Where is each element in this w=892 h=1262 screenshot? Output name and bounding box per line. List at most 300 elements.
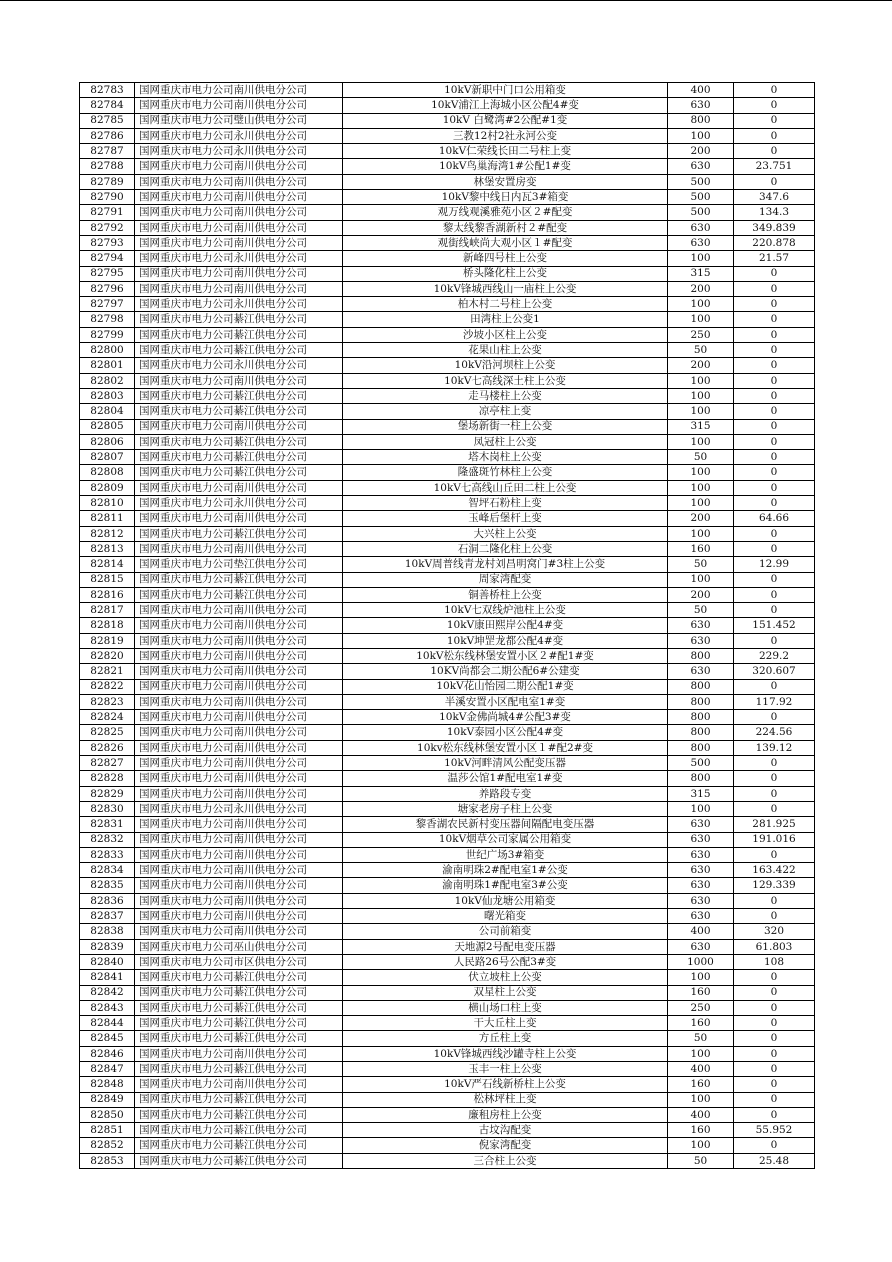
transformer-name-cell: 10kV新职中门口公用箱变 xyxy=(343,83,668,98)
transformer-name-cell: 10kV七高线深土柱上公变 xyxy=(343,373,668,388)
organization-cell: 国网重庆市电力公司綦江供电分公司 xyxy=(135,985,343,1000)
table-row xyxy=(80,878,815,893)
organization-cell: 国网重庆市电力公司南川供电分公司 xyxy=(135,771,343,786)
organization-cell: 国网重庆市电力公司南川供电分公司 xyxy=(135,679,343,694)
row-id-cell: 82810 xyxy=(80,496,135,511)
capacity-cell: 50 xyxy=(668,450,734,465)
load-cell: 0 xyxy=(734,710,815,725)
load-cell: 0 xyxy=(734,388,815,403)
row-id-cell: 82816 xyxy=(80,587,135,602)
row-id-cell: 82805 xyxy=(80,419,135,434)
transformer-name-cell: 10kV坤罡龙都公配4#变 xyxy=(343,633,668,648)
row-id-cell: 82827 xyxy=(80,756,135,771)
row-id-cell: 82826 xyxy=(80,740,135,755)
load-cell: 0 xyxy=(734,144,815,159)
row-id-cell: 82796 xyxy=(80,281,135,296)
capacity-cell: 400 xyxy=(668,83,734,98)
row-id-cell: 82820 xyxy=(80,648,135,663)
table-row xyxy=(80,756,815,771)
organization-cell: 国网重庆市电力公司南川供电分公司 xyxy=(135,419,343,434)
transformer-name-cell: 田湾柱上公变1 xyxy=(343,312,668,327)
transformer-name-cell: 智坪石粉柱上变 xyxy=(343,496,668,511)
capacity-cell: 100 xyxy=(668,970,734,985)
transformer-name-cell: 隆盛斑竹林柱上公变 xyxy=(343,465,668,480)
table-row xyxy=(80,541,815,556)
transformer-name-cell: 大兴柱上公变 xyxy=(343,526,668,541)
table-row xyxy=(80,740,815,755)
row-id-cell: 82850 xyxy=(80,1107,135,1122)
row-id-cell: 82822 xyxy=(80,679,135,694)
table-row xyxy=(80,98,815,113)
organization-cell: 国网重庆市电力公司南川供电分公司 xyxy=(135,710,343,725)
load-cell: 320 xyxy=(734,924,815,939)
row-id-cell: 82832 xyxy=(80,832,135,847)
table-row xyxy=(80,358,815,373)
capacity-cell: 100 xyxy=(668,404,734,419)
transformer-name-cell: 世纪广场3#箱变 xyxy=(343,847,668,862)
capacity-cell: 630 xyxy=(668,817,734,832)
transformer-name-cell: 渝南明珠2#配电室1#公变 xyxy=(343,863,668,878)
organization-cell: 国网重庆市电力公司南川供电分公司 xyxy=(135,1077,343,1092)
transformer-name-cell: 塘家老房子柱上公变 xyxy=(343,801,668,816)
row-id-cell: 82848 xyxy=(80,1077,135,1092)
table-row xyxy=(80,235,815,250)
table-row xyxy=(80,664,815,679)
capacity-cell: 800 xyxy=(668,771,734,786)
table-row xyxy=(80,450,815,465)
capacity-cell: 800 xyxy=(668,725,734,740)
capacity-cell: 50 xyxy=(668,1153,734,1168)
load-cell: 0 xyxy=(734,1000,815,1015)
capacity-cell: 1000 xyxy=(668,954,734,969)
transformer-name-cell: 花果山柱上公变 xyxy=(343,343,668,358)
organization-cell: 国网重庆市电力公司南川供电分公司 xyxy=(135,83,343,98)
table-row xyxy=(80,1046,815,1061)
row-id-cell: 82801 xyxy=(80,358,135,373)
row-id-cell: 82814 xyxy=(80,557,135,572)
load-cell: 0 xyxy=(734,1016,815,1031)
row-id-cell: 82793 xyxy=(80,235,135,250)
row-id-cell: 82803 xyxy=(80,388,135,403)
transformer-name-cell: 10kV仙龙塘公用箱变 xyxy=(343,893,668,908)
row-id-cell: 82847 xyxy=(80,1062,135,1077)
row-id-cell: 82828 xyxy=(80,771,135,786)
transformer-name-cell: 堡场新街一柱上公变 xyxy=(343,419,668,434)
table-row xyxy=(80,771,815,786)
transformer-name-cell: 10kV周普线青龙村刘昌明窝门#3柱上公变 xyxy=(343,557,668,572)
row-id-cell: 82823 xyxy=(80,694,135,709)
transformer-name-cell: 黎香湖农民新村变压器间隔配电变压器 xyxy=(343,817,668,832)
load-cell: 349.839 xyxy=(734,220,815,235)
load-cell: 0 xyxy=(734,373,815,388)
transformer-name-cell: 10kV康田熙岸公配4#变 xyxy=(343,618,668,633)
transformer-name-cell: 10kV七双线炉池柱上公变 xyxy=(343,603,668,618)
table-body xyxy=(80,83,815,1169)
load-cell: 0 xyxy=(734,327,815,342)
row-id-cell: 82790 xyxy=(80,190,135,205)
transformer-name-cell: 公司前箱变 xyxy=(343,924,668,939)
table-row xyxy=(80,587,815,602)
row-id-cell: 82819 xyxy=(80,633,135,648)
capacity-cell: 630 xyxy=(668,893,734,908)
transformer-name-cell: 10kV锋城西线沙罐寺柱上公变 xyxy=(343,1046,668,1061)
load-cell: 64.66 xyxy=(734,511,815,526)
load-cell: 0 xyxy=(734,281,815,296)
organization-cell: 国网重庆市电力公司南川供电分公司 xyxy=(135,832,343,847)
row-id-cell: 82830 xyxy=(80,801,135,816)
row-id-cell: 82824 xyxy=(80,710,135,725)
capacity-cell: 50 xyxy=(668,343,734,358)
capacity-cell: 100 xyxy=(668,465,734,480)
table-row xyxy=(80,893,815,908)
capacity-cell: 630 xyxy=(668,633,734,648)
table-row xyxy=(80,205,815,220)
capacity-cell: 160 xyxy=(668,1123,734,1138)
organization-cell: 国网重庆市电力公司綦江供电分公司 xyxy=(135,970,343,985)
table-row xyxy=(80,312,815,327)
load-cell: 55.952 xyxy=(734,1123,815,1138)
transformer-name-cell: 10kV泰园小区公配4#变 xyxy=(343,725,668,740)
capacity-cell: 800 xyxy=(668,740,734,755)
table-row xyxy=(80,710,815,725)
capacity-cell: 315 xyxy=(668,786,734,801)
capacity-cell: 315 xyxy=(668,419,734,434)
load-cell: 0 xyxy=(734,1107,815,1122)
organization-cell: 国网重庆市电力公司南川供电分公司 xyxy=(135,786,343,801)
row-id-cell: 82836 xyxy=(80,893,135,908)
table-row xyxy=(80,954,815,969)
load-cell: 229.2 xyxy=(734,648,815,663)
organization-cell: 国网重庆市电力公司南川供电分公司 xyxy=(135,98,343,113)
table-row xyxy=(80,1107,815,1122)
capacity-cell: 400 xyxy=(668,1062,734,1077)
organization-cell: 国网重庆市电力公司南川供电分公司 xyxy=(135,1046,343,1061)
capacity-cell: 800 xyxy=(668,648,734,663)
capacity-cell: 100 xyxy=(668,128,734,143)
table-row xyxy=(80,603,815,618)
row-id-cell: 82800 xyxy=(80,343,135,358)
organization-cell: 国网重庆市电力公司南川供电分公司 xyxy=(135,190,343,205)
row-id-cell: 82840 xyxy=(80,954,135,969)
organization-cell: 国网重庆市电力公司綦江供电分公司 xyxy=(135,404,343,419)
table-row xyxy=(80,419,815,434)
capacity-cell: 100 xyxy=(668,373,734,388)
row-id-cell: 82784 xyxy=(80,98,135,113)
transformer-name-cell: 10kV七高线山丘田二柱上公变 xyxy=(343,480,668,495)
organization-cell: 国网重庆市电力公司綦江供电分公司 xyxy=(135,388,343,403)
load-cell: 0 xyxy=(734,985,815,1000)
table-row xyxy=(80,159,815,174)
organization-cell: 国网重庆市电力公司綦江供电分公司 xyxy=(135,312,343,327)
organization-cell: 国网重庆市电力公司永川供电分公司 xyxy=(135,297,343,312)
organization-cell: 国网重庆市电力公司巫山供电分公司 xyxy=(135,939,343,954)
table-row xyxy=(80,572,815,587)
row-id-cell: 82787 xyxy=(80,144,135,159)
load-cell: 25.48 xyxy=(734,1153,815,1168)
table-row xyxy=(80,1153,815,1168)
row-id-cell: 82817 xyxy=(80,603,135,618)
load-cell: 0 xyxy=(734,113,815,128)
capacity-cell: 630 xyxy=(668,98,734,113)
load-cell: 0 xyxy=(734,909,815,924)
load-cell: 0 xyxy=(734,847,815,862)
table-row xyxy=(80,725,815,740)
organization-cell: 国网重庆市电力公司永川供电分公司 xyxy=(135,251,343,266)
transformer-name-cell: 10kV花山怡园二期公配1#变 xyxy=(343,679,668,694)
table-row xyxy=(80,939,815,954)
row-id-cell: 82785 xyxy=(80,113,135,128)
capacity-cell: 630 xyxy=(668,847,734,862)
transformer-name-cell: 10KV尚都会二期公配6#公建变 xyxy=(343,664,668,679)
transformer-name-cell: 10kV沿河坝柱上公变 xyxy=(343,358,668,373)
transformer-name-cell: 石洞二隆化柱上公变 xyxy=(343,541,668,556)
row-id-cell: 82834 xyxy=(80,863,135,878)
organization-cell: 国网重庆市电力公司南川供电分公司 xyxy=(135,266,343,281)
table-row xyxy=(80,113,815,128)
organization-cell: 国网重庆市电力公司南川供电分公司 xyxy=(135,633,343,648)
organization-cell: 国网重庆市电力公司南川供电分公司 xyxy=(135,618,343,633)
capacity-cell: 100 xyxy=(668,1092,734,1107)
table-row xyxy=(80,786,815,801)
page-top-rule xyxy=(0,0,892,1)
table-row xyxy=(80,863,815,878)
capacity-cell: 800 xyxy=(668,710,734,725)
transformer-name-cell: 曙光箱变 xyxy=(343,909,668,924)
row-id-cell: 82845 xyxy=(80,1031,135,1046)
organization-cell: 国网重庆市电力公司南川供电分公司 xyxy=(135,863,343,878)
transformer-name-cell: 凤冠柱上公变 xyxy=(343,434,668,449)
transformer-name-cell: 倪家湾配变 xyxy=(343,1138,668,1153)
transformer-name-cell: 伏立坡柱上公变 xyxy=(343,970,668,985)
capacity-cell: 100 xyxy=(668,801,734,816)
row-id-cell: 82831 xyxy=(80,817,135,832)
capacity-cell: 400 xyxy=(668,1107,734,1122)
transformer-name-cell: 沙坡小区柱上公变 xyxy=(343,327,668,342)
organization-cell: 国网重庆市电力公司綦江供电分公司 xyxy=(135,1000,343,1015)
load-cell: 281.925 xyxy=(734,817,815,832)
row-id-cell: 82797 xyxy=(80,297,135,312)
table-row xyxy=(80,970,815,985)
load-cell: 0 xyxy=(734,587,815,602)
transformer-name-cell: 温莎公馆1#配电室1#变 xyxy=(343,771,668,786)
transformer-name-cell: 方丘柱上变 xyxy=(343,1031,668,1046)
load-cell: 0 xyxy=(734,1062,815,1077)
row-id-cell: 82846 xyxy=(80,1046,135,1061)
capacity-cell: 160 xyxy=(668,985,734,1000)
transformer-name-cell: 三教12村2社永河公变 xyxy=(343,128,668,143)
capacity-cell: 200 xyxy=(668,281,734,296)
capacity-cell: 500 xyxy=(668,205,734,220)
load-cell: 347.6 xyxy=(734,190,815,205)
transformer-name-cell: 观万线观溪雅苑小区２#配变 xyxy=(343,205,668,220)
table-row xyxy=(80,985,815,1000)
transformer-name-cell: 10kV锋城西线山一庙柱上公变 xyxy=(343,281,668,296)
row-id-cell: 82791 xyxy=(80,205,135,220)
table-row xyxy=(80,388,815,403)
row-id-cell: 82818 xyxy=(80,618,135,633)
load-cell: 0 xyxy=(734,98,815,113)
transformer-name-cell: 三合柱上公变 xyxy=(343,1153,668,1168)
table-row xyxy=(80,220,815,235)
table-row xyxy=(80,434,815,449)
row-id-cell: 82841 xyxy=(80,970,135,985)
organization-cell: 国网重庆市电力公司綦江供电分公司 xyxy=(135,327,343,342)
organization-cell: 国网重庆市电力公司永川供电分公司 xyxy=(135,496,343,511)
load-cell: 0 xyxy=(734,1138,815,1153)
load-cell: 0 xyxy=(734,450,815,465)
capacity-cell: 500 xyxy=(668,756,734,771)
capacity-cell: 100 xyxy=(668,388,734,403)
transformer-name-cell: 周家湾配变 xyxy=(343,572,668,587)
table-row xyxy=(80,174,815,189)
row-id-cell: 82783 xyxy=(80,83,135,98)
capacity-cell: 100 xyxy=(668,1138,734,1153)
row-id-cell: 82839 xyxy=(80,939,135,954)
transformer-name-cell: 渝南明珠1#配电室3#公变 xyxy=(343,878,668,893)
organization-cell: 国网重庆市电力公司綦江供电分公司 xyxy=(135,1123,343,1138)
organization-cell: 国网重庆市电力公司南川供电分公司 xyxy=(135,235,343,250)
transformer-name-cell: 走马楼柱上公变 xyxy=(343,388,668,403)
transformer-name-cell: 干大丘柱上变 xyxy=(343,1016,668,1031)
row-id-cell: 82842 xyxy=(80,985,135,1000)
row-id-cell: 82852 xyxy=(80,1138,135,1153)
organization-cell: 国网重庆市电力公司市区供电分公司 xyxy=(135,954,343,969)
row-id-cell: 82804 xyxy=(80,404,135,419)
load-cell: 0 xyxy=(734,128,815,143)
row-id-cell: 82829 xyxy=(80,786,135,801)
capacity-cell: 100 xyxy=(668,572,734,587)
capacity-cell: 250 xyxy=(668,327,734,342)
table-row xyxy=(80,144,815,159)
capacity-cell: 200 xyxy=(668,358,734,373)
load-cell: 0 xyxy=(734,419,815,434)
transformer-name-cell: 观街线峡尚大观小区１#配变 xyxy=(343,235,668,250)
row-id-cell: 82812 xyxy=(80,526,135,541)
organization-cell: 国网重庆市电力公司南川供电分公司 xyxy=(135,878,343,893)
table-row xyxy=(80,496,815,511)
load-cell: 0 xyxy=(734,756,815,771)
table-row xyxy=(80,1092,815,1107)
table-row xyxy=(80,1138,815,1153)
row-id-cell: 82825 xyxy=(80,725,135,740)
load-cell: 0 xyxy=(734,1092,815,1107)
table-row xyxy=(80,1123,815,1138)
organization-cell: 国网重庆市电力公司南川供电分公司 xyxy=(135,480,343,495)
organization-cell: 国网重庆市电力公司永川供电分公司 xyxy=(135,801,343,816)
row-id-cell: 82798 xyxy=(80,312,135,327)
transformer-name-cell: 10kV金佛尚城4#公配3#变 xyxy=(343,710,668,725)
transformer-name-cell: 天地源2号配电变压器 xyxy=(343,939,668,954)
load-cell: 0 xyxy=(734,893,815,908)
capacity-cell: 630 xyxy=(668,618,734,633)
capacity-cell: 630 xyxy=(668,832,734,847)
load-cell: 0 xyxy=(734,679,815,694)
row-id-cell: 82788 xyxy=(80,159,135,174)
capacity-cell: 630 xyxy=(668,909,734,924)
table-row xyxy=(80,817,815,832)
organization-cell: 国网重庆市电力公司綦江供电分公司 xyxy=(135,1031,343,1046)
transformer-name-cell: 10kV河畔清风公配变压器 xyxy=(343,756,668,771)
row-id-cell: 82837 xyxy=(80,909,135,924)
capacity-cell: 630 xyxy=(668,220,734,235)
organization-cell: 国网重庆市电力公司綦江供电分公司 xyxy=(135,526,343,541)
load-cell: 0 xyxy=(734,404,815,419)
capacity-cell: 630 xyxy=(668,159,734,174)
organization-cell: 国网重庆市电力公司南川供电分公司 xyxy=(135,694,343,709)
load-cell: 23.751 xyxy=(734,159,815,174)
load-cell: 0 xyxy=(734,1046,815,1061)
row-id-cell: 82835 xyxy=(80,878,135,893)
load-cell: 0 xyxy=(734,970,815,985)
capacity-cell: 100 xyxy=(668,526,734,541)
organization-cell: 国网重庆市电力公司南川供电分公司 xyxy=(135,909,343,924)
table-row xyxy=(80,1062,815,1077)
capacity-cell: 200 xyxy=(668,511,734,526)
row-id-cell: 82809 xyxy=(80,480,135,495)
organization-cell: 国网重庆市电力公司南川供电分公司 xyxy=(135,664,343,679)
table-row xyxy=(80,327,815,342)
transformer-name-cell: 10kV严石线新桥柱上公变 xyxy=(343,1077,668,1092)
organization-cell: 国网重庆市电力公司南川供电分公司 xyxy=(135,756,343,771)
table-row xyxy=(80,633,815,648)
organization-cell: 国网重庆市电力公司綦江供电分公司 xyxy=(135,1107,343,1122)
capacity-cell: 800 xyxy=(668,694,734,709)
organization-cell: 国网重庆市电力公司南川供电分公司 xyxy=(135,817,343,832)
capacity-cell: 500 xyxy=(668,190,734,205)
table-row xyxy=(80,1000,815,1015)
capacity-cell: 100 xyxy=(668,434,734,449)
row-id-cell: 82792 xyxy=(80,220,135,235)
capacity-cell: 100 xyxy=(668,496,734,511)
load-cell: 0 xyxy=(734,786,815,801)
table-row xyxy=(80,404,815,419)
load-cell: 320.607 xyxy=(734,664,815,679)
organization-cell: 国网重庆市电力公司南川供电分公司 xyxy=(135,648,343,663)
load-cell: 139.12 xyxy=(734,740,815,755)
load-cell: 0 xyxy=(734,572,815,587)
load-cell: 0 xyxy=(734,174,815,189)
organization-cell: 国网重庆市电力公司南川供电分公司 xyxy=(135,281,343,296)
row-id-cell: 82851 xyxy=(80,1123,135,1138)
table-row xyxy=(80,251,815,266)
transformer-name-cell: 凉亭柱上变 xyxy=(343,404,668,419)
load-cell: 117.92 xyxy=(734,694,815,709)
transformer-name-cell: 塔木岗柱上公变 xyxy=(343,450,668,465)
row-id-cell: 82849 xyxy=(80,1092,135,1107)
row-id-cell: 82843 xyxy=(80,1000,135,1015)
load-cell: 0 xyxy=(734,771,815,786)
load-cell: 0 xyxy=(734,434,815,449)
load-cell: 61.803 xyxy=(734,939,815,954)
load-cell: 224.56 xyxy=(734,725,815,740)
organization-cell: 国网重庆市电力公司綦江供电分公司 xyxy=(135,587,343,602)
load-cell: 0 xyxy=(734,603,815,618)
transformer-name-cell: 10kV黎中线日内瓦3#箱变 xyxy=(343,190,668,205)
table-row xyxy=(80,1077,815,1092)
transformer-name-cell: 10kv松东线林堡安置小区１#配2#变 xyxy=(343,740,668,755)
transformer-name-cell: 半溪安置小区配电室1#变 xyxy=(343,694,668,709)
load-cell: 0 xyxy=(734,343,815,358)
organization-cell: 国网重庆市电力公司綦江供电分公司 xyxy=(135,1153,343,1168)
row-id-cell: 82808 xyxy=(80,465,135,480)
load-cell: 0 xyxy=(734,541,815,556)
organization-cell: 国网重庆市电力公司綦江供电分公司 xyxy=(135,434,343,449)
transformer-name-cell: 桥头隆化柱上公变 xyxy=(343,266,668,281)
capacity-cell: 100 xyxy=(668,480,734,495)
table-row xyxy=(80,266,815,281)
organization-cell: 国网重庆市电力公司南川供电分公司 xyxy=(135,174,343,189)
organization-cell: 国网重庆市电力公司南川供电分公司 xyxy=(135,511,343,526)
